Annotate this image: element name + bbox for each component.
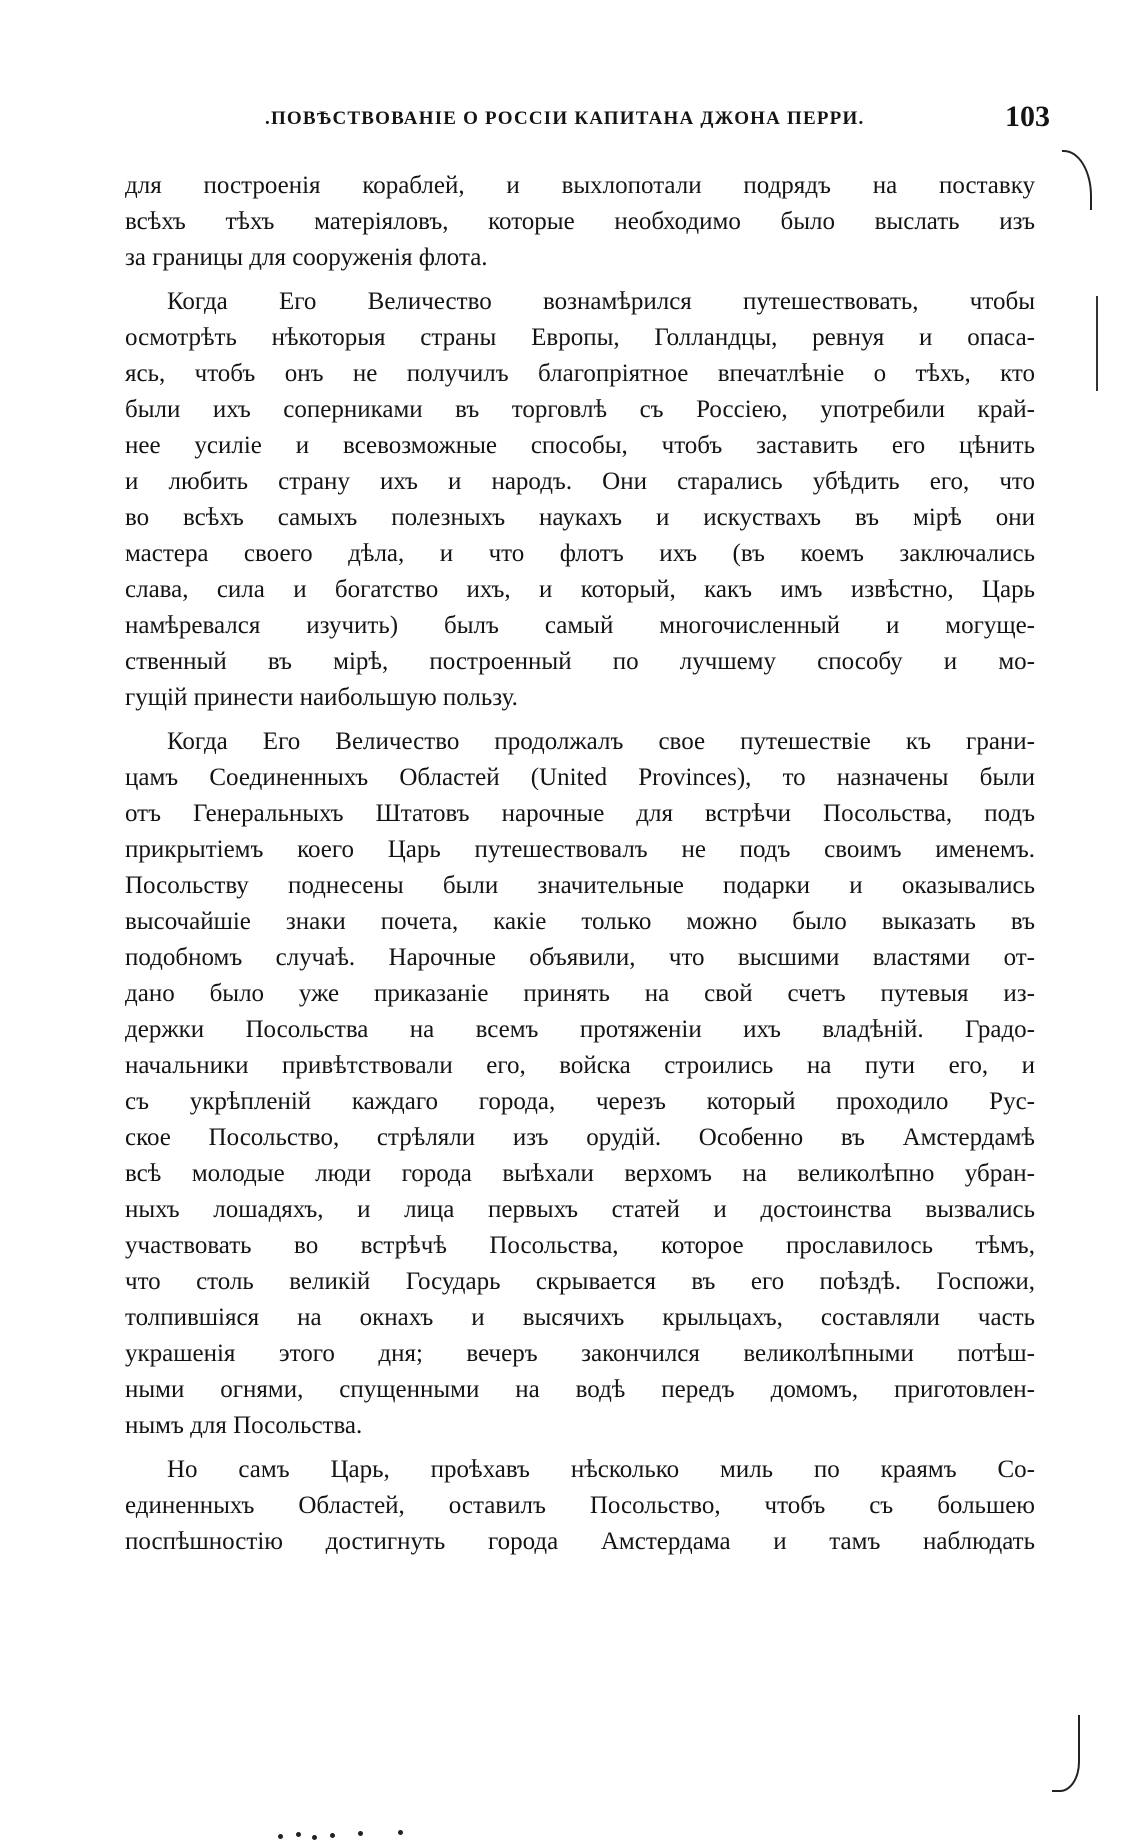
- text-line: во всѣхъ самыхъ полезныхъ наукахъ и искуствахъ въ мірѣ они: [125, 504, 1035, 531]
- text-line: единенныхъ Областей, оставилъ Посольство, чтобъ съ большею: [125, 1492, 1035, 1519]
- margin-bracket-top: [1062, 150, 1092, 210]
- text-line: осмотрѣть нѣкоторыя страны Европы, Голландцы, ревнуя и опаса-: [125, 324, 1035, 351]
- text-line: гущій принести наибольшую пользу.: [125, 684, 518, 711]
- paragraph: [125, 724, 1035, 1444]
- text-line: ясь, чтобъ онъ не получилъ благопріятное впечатлѣніе о тѣхъ, кто: [125, 360, 1035, 387]
- text-line: цамъ Соединенныхъ Областей (United Provinces), то назначены были: [125, 764, 1035, 791]
- text-line: поспѣшностію достигнуть города Амстердама и тамъ наблюдать: [125, 1528, 1035, 1555]
- text-line: держки Посольства на всемъ протяженіи ихъ владѣній. Градо-: [125, 1016, 1035, 1043]
- paragraph: [125, 284, 1035, 716]
- text-line: начальники привѣтствовали его, войска строились на пути его, и: [125, 1052, 1035, 1079]
- text-line: всѣхъ тѣхъ матеріяловъ, которые необходимо было выслать изъ: [125, 208, 1035, 235]
- margin-bracket-bottom: [1052, 1715, 1080, 1792]
- text-line: всѣ молодые люди города выѣхали верхомъ на великолѣпно убран-: [125, 1160, 1035, 1187]
- text-line: Но самъ Царь, проѣхавъ нѣсколько миль по краямъ Со-: [167, 1456, 1035, 1483]
- text-line: Когда Его Величество продолжалъ свое путешествіе къ грани-: [167, 728, 1035, 755]
- body-text: [125, 168, 1035, 1560]
- text-line: украшенія этого дня; вечеръ закончился великолѣпными потѣш-: [125, 1340, 1035, 1367]
- text-line: ственный въ мірѣ, построенный по лучшему способу и мо-: [125, 648, 1035, 675]
- text-line: участвовать во встрѣчѣ Посольства, которое прославилось тѣмъ,: [125, 1232, 1035, 1259]
- text-line: и любить страну ихъ и народъ. Они старались убѣдить его, что: [125, 468, 1035, 495]
- text-line: нее усиліе и всевозможные способы, чтобъ заставить его цѣнить: [125, 432, 1035, 459]
- running-title: .ПОВѢСТВОВАНІЕ О РОССІИ КАПИТАНА ДЖОНА ПЕРРИ.: [265, 108, 865, 129]
- paragraph-gap: [125, 716, 1035, 724]
- text-line: толпившіяся на окнахъ и высячихъ крыльцахъ, составляли часть: [125, 1304, 1035, 1331]
- page-header: [265, 100, 1050, 140]
- text-line: отъ Генеральныхъ Штатовъ нарочные для встрѣчи Посольства, подъ: [125, 800, 1035, 827]
- ink-smudge: [278, 1828, 458, 1842]
- text-line: за границы для сооруженія флота.: [125, 244, 488, 271]
- text-line: дано было уже приказаніе принять на свой счетъ путевыя из-: [125, 980, 1035, 1007]
- text-line: слава, сила и богатство ихъ, и который, какъ имъ извѣстно, Царь: [125, 576, 1035, 603]
- text-line: для построенія кораблей, и выхлопотали подрядъ на поставку: [125, 172, 1035, 199]
- page-number: 103: [1005, 100, 1050, 133]
- text-line: ными огнями, спущенными на водѣ передъ домомъ, приготовлен-: [125, 1376, 1035, 1403]
- text-line: мастера своего дѣла, и что флотъ ихъ (въ коемъ заключались: [125, 540, 1035, 567]
- text-line: прикрытіемъ коего Царь путешествовалъ не подъ своимъ именемъ.: [125, 836, 1035, 863]
- text-line: намѣревался изучить) былъ самый многочисленный и могуще-: [125, 612, 1035, 639]
- text-line: были ихъ соперниками въ торговлѣ съ Россіею, употребили край-: [125, 396, 1035, 423]
- text-line: высочайшіе знаки почета, какіе только можно было выказать въ: [125, 908, 1035, 935]
- paragraph-gap: [125, 276, 1035, 284]
- margin-bar: [1096, 296, 1098, 391]
- text-line: ныхъ лошадяхъ, и лица первыхъ статей и достоинства вызвались: [125, 1196, 1035, 1223]
- paragraph-gap: [125, 1444, 1035, 1452]
- text-line: нымъ для Посольства.: [125, 1412, 363, 1439]
- text-line: ское Посольство, стрѣляли изъ орудій. Особенно въ Амстердамѣ: [125, 1124, 1035, 1151]
- paragraph: [125, 1452, 1035, 1560]
- text-line: съ укрѣпленій каждаго города, черезъ который проходило Рус-: [125, 1088, 1035, 1115]
- text-line: Когда Его Величество вознамѣрился путешествовать, чтобы: [167, 288, 1035, 315]
- text-line: что столь великій Государь скрывается въ его поѣздѣ. Госпожи,: [125, 1268, 1035, 1295]
- text-line: подобномъ случаѣ. Нарочные объявили, что высшими властями от-: [125, 944, 1035, 971]
- paragraph: [125, 168, 1035, 276]
- text-line: Посольству поднесены были значительные подарки и оказывались: [125, 872, 1035, 899]
